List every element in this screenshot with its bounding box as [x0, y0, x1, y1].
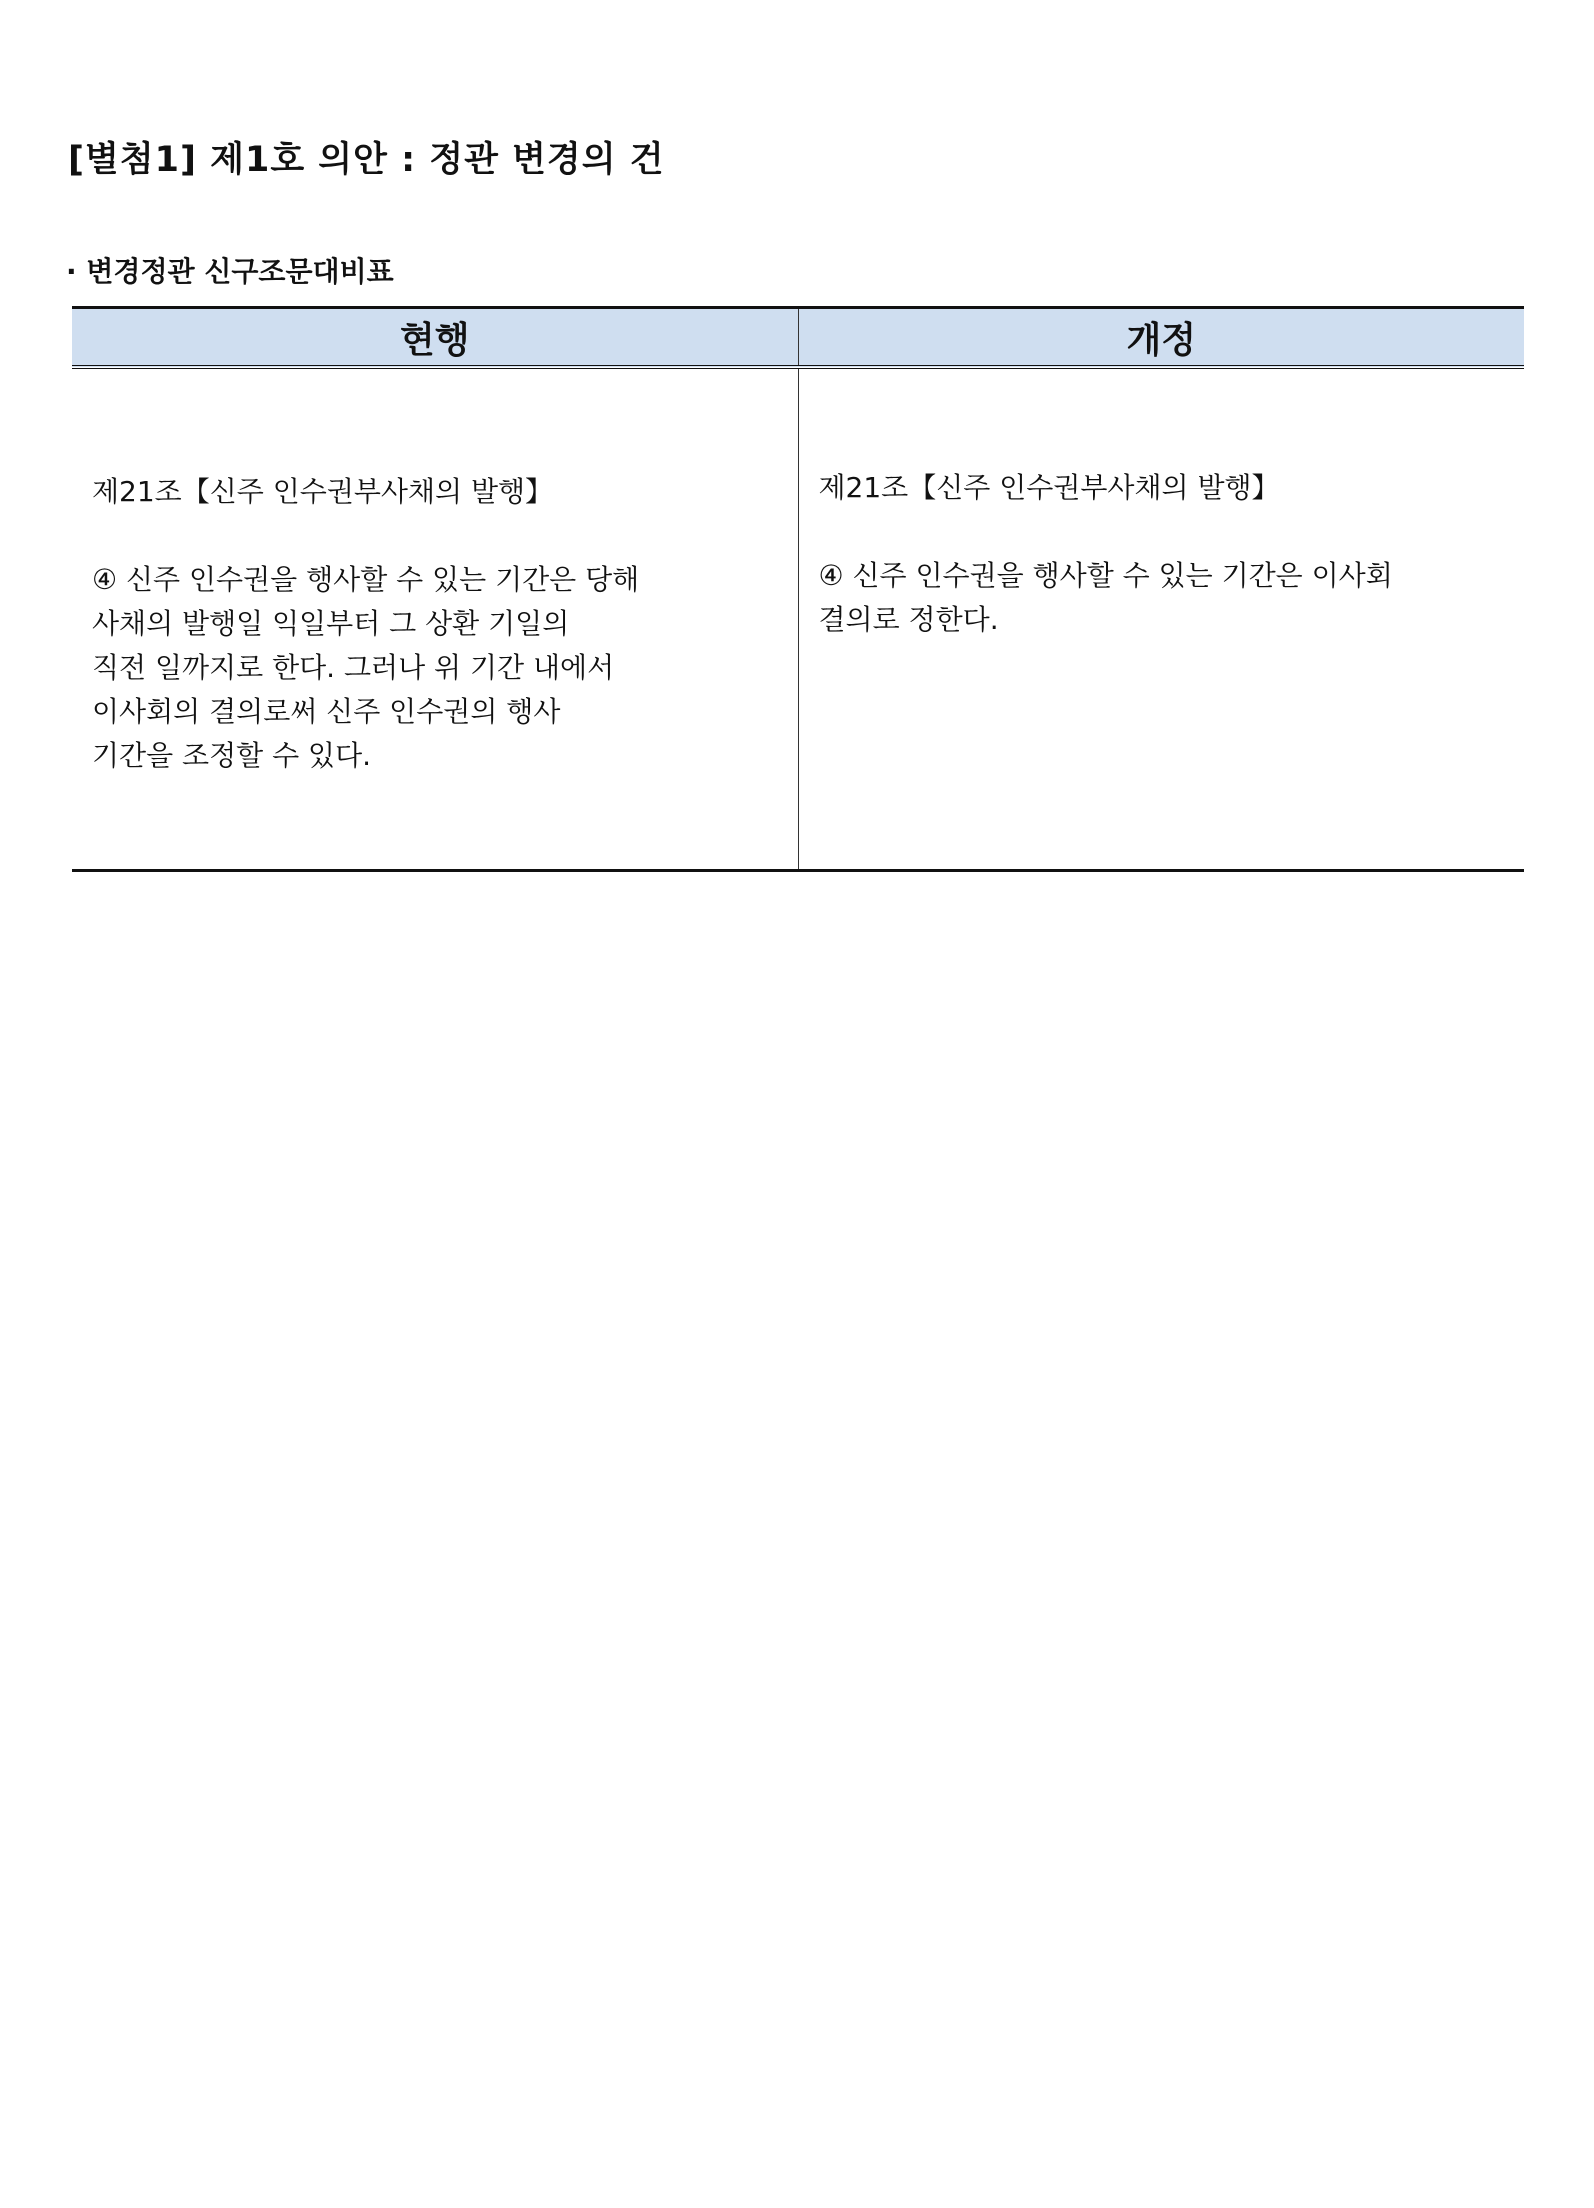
- comparison-table: [72, 306, 1524, 872]
- document-title: [별첨1] 제1호 의안 : 정관 변경의 건: [68, 140, 665, 180]
- table-header-row: [72, 308, 1524, 368]
- current-clause-text: ④ 신주 인수권을 행사할 수 있는 기간은 당해 사채의 발행일 익일부터 그 상환 기일의 직전 일까지로 한다. 그러나 위 기간 내에서 이사회의 결의로써 신주 인수권의 행사 기간을 조정할 수 있다.: [92, 563, 640, 772]
- table-row: [72, 367, 1524, 871]
- cell-current: [72, 367, 798, 871]
- amended-article-heading: 제21조【신주 인수권부사채의 발행】: [818, 471, 1280, 504]
- section-label: · 변경정관 신구조문대비표: [66, 255, 394, 288]
- cell-amended: [798, 367, 1524, 871]
- header-amended: 개정: [798, 308, 1524, 368]
- header-current: 현행: [72, 308, 798, 368]
- amended-clause-text: ④ 신주 인수권을 행사할 수 있는 기간은 이사회 결의로 정한다.: [818, 559, 1393, 636]
- current-article-heading: 제21조【신주 인수권부사채의 발행】: [92, 475, 554, 508]
